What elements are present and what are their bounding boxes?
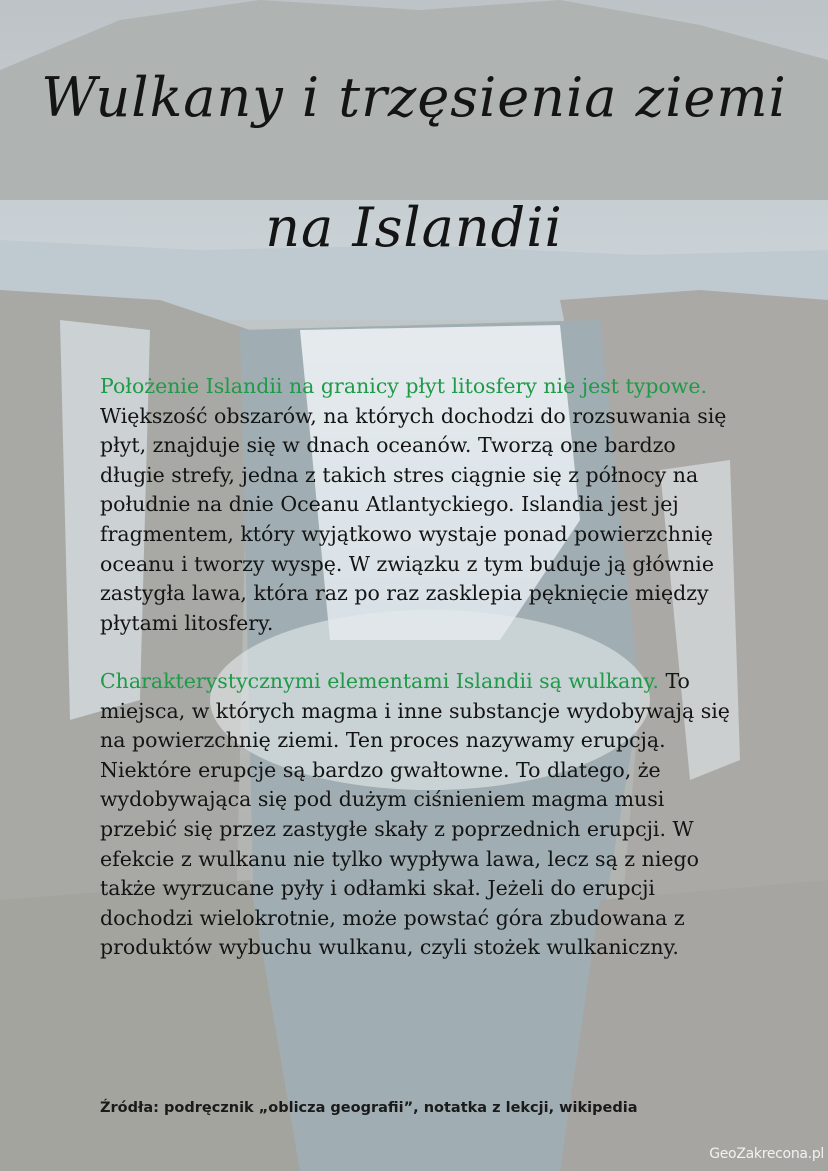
watermark: GeoZakrecona.pl: [709, 1146, 824, 1162]
sources-note: Źródła: podręcznik „oblicza geografii”, notatka z lekcji, wikipedia: [100, 1100, 638, 1116]
paragraph-volcanoes: [100, 667, 740, 963]
paragraph-lead-highlight: Charakterystycznymi elementami Islandii są wulkany.: [100, 669, 659, 693]
paragraph-plate-boundary: [100, 372, 740, 638]
paragraph-body: Większość obszarów, na których dochodzi do rozsuwania się płyt, znajduje się w dnach oceanów. Tworzą one bardzo długie strefy, jedna z takich stres ciągnie się z północy na południe na dnie Oceanu Atlantyckiego. Islandia jest jej fragmentem, który wyjątkowo wystaje ponad powierzchnię oceanu i tworzy wyspę. W związku z tym buduje ją głównie zastygła lawa, która raz po raz zasklepia pęknięcie między płytami litosfery.: [100, 403, 727, 635]
page-title-line-2: na Islandii: [265, 196, 563, 259]
page-title-line-1: Wulkany i trzęsienia ziemi: [41, 66, 787, 129]
paragraph-lead-highlight: Położenie Islandii na granicy płyt litosfery nie jest typowe.: [100, 374, 707, 398]
paragraph-body: To miejsca, w których magma i inne substancje wydobywają się na powierzchnię ziemi. Ten proces nazywamy erupcją. Niektóre erupcje są bardzo gwałtowne. To dlatego, że wydobywająca się pod dużym ciśnieniem magma musi przebić się przez zastygłe skały z poprzednich erupcji. W efekcie z wulkanu nie tylko wypływa lawa, lecz są z niego także wyrzucane pyły i odłamki skał. Jeżeli do erupcji dochodzi wielokrotnie, może powstać góra zbudowana z produktów wybuchu wulkanu, czyli stożek wulkaniczny.: [100, 669, 730, 960]
